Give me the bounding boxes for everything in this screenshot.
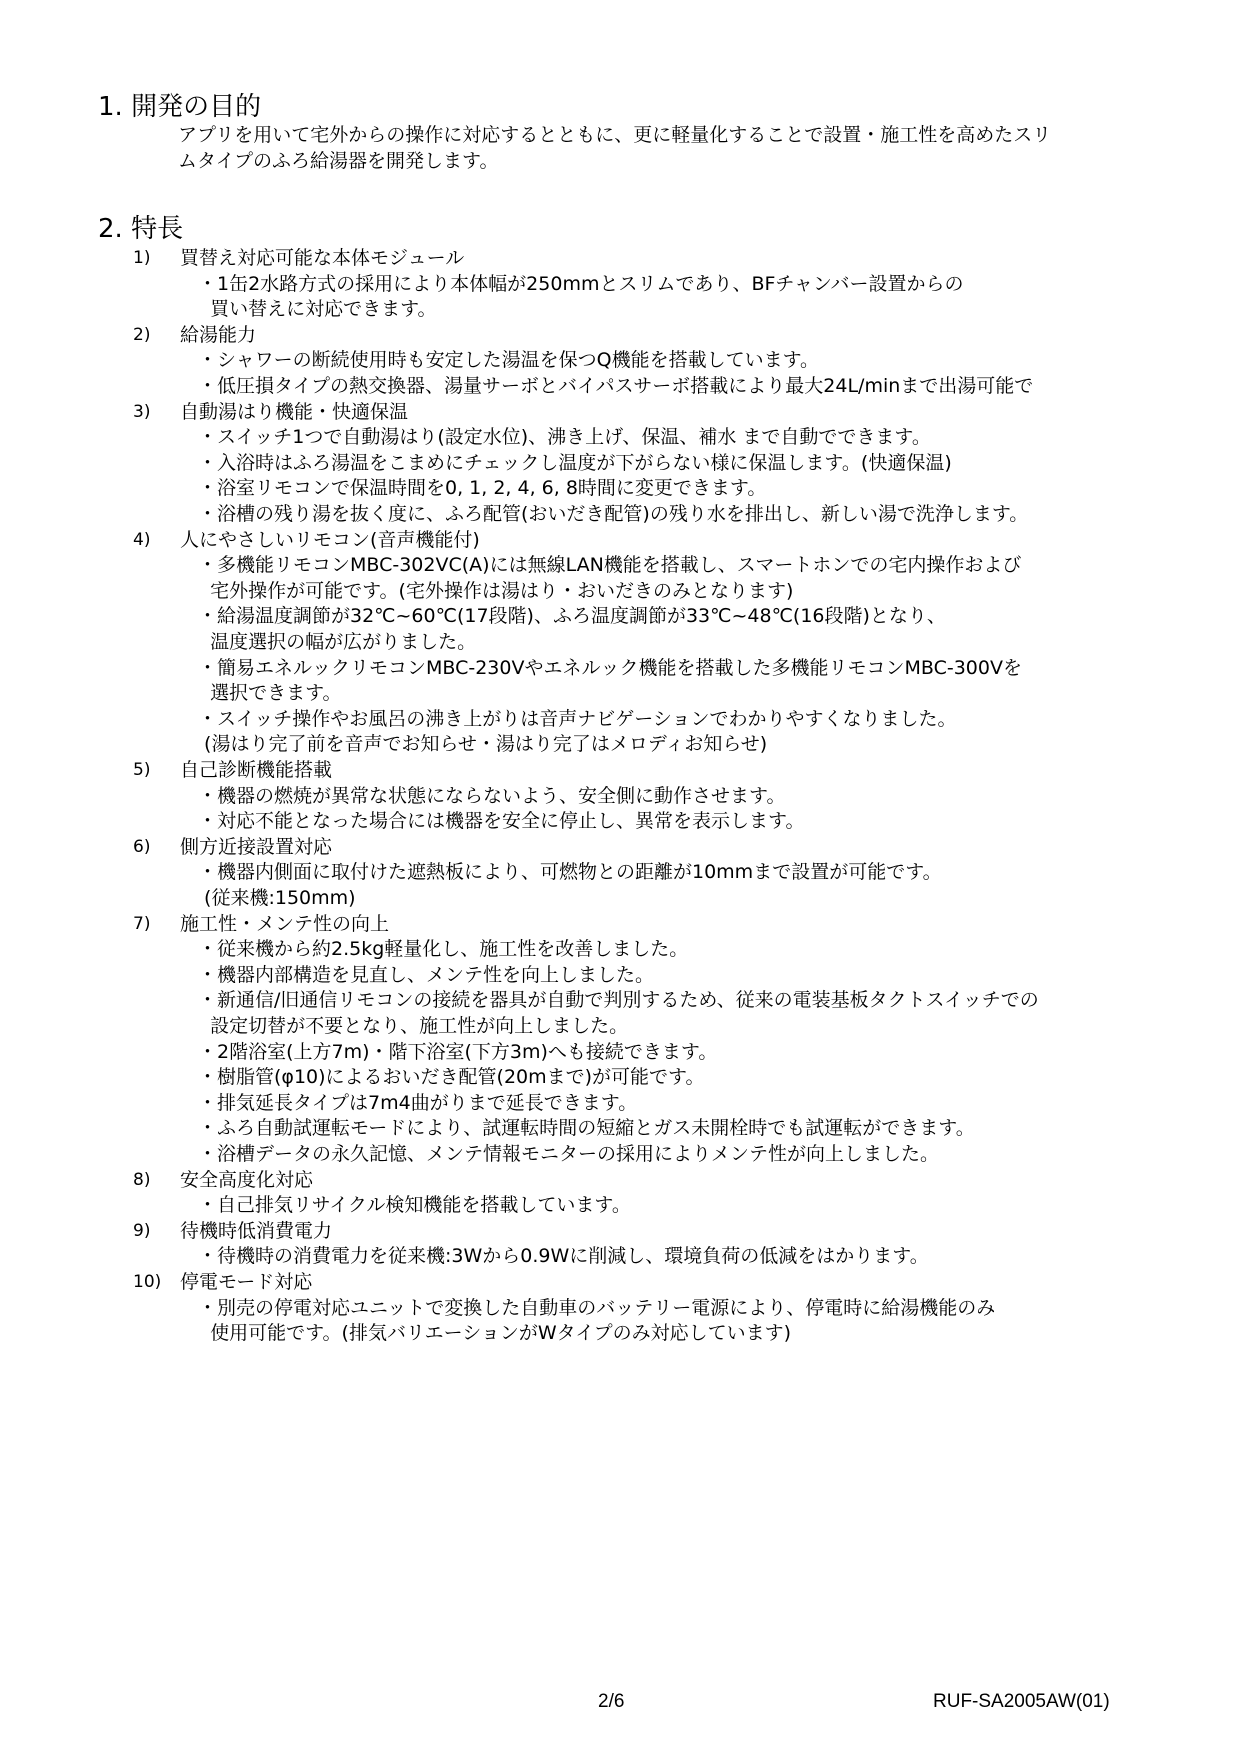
feature-detail-line: ・1缶2水路方式の採用により本体幅が250mmとスリムであり、BFチャンバー設置からの xyxy=(198,272,964,295)
feature-detail-line: 設定切替が不要となり、施工性が向上しました。 xyxy=(198,1015,629,1037)
feature-number: 5) xyxy=(133,760,151,780)
feature-number: 6) xyxy=(133,836,151,857)
feature-detail-line: ・入浴時はふろ湯温をこまめにチェックし温度が下がらない様に保温します。(快適保温) xyxy=(198,451,952,474)
feature-detail-line: ・機器内部構造を見直し、メンテ性を向上しました。 xyxy=(198,963,655,986)
feature-title: 自動湯はり機能・快適保温 xyxy=(180,400,409,423)
feature-title: 人にやさしいリモコン(音声機能付) xyxy=(180,528,480,551)
feature-detail-line: 使用可能です。(排気バリエーションがWタイプのみ対応しています) xyxy=(198,1322,792,1345)
feature-detail-line: 買い替えに対応できます。 xyxy=(198,298,437,321)
page-number: 2/6 xyxy=(598,1691,625,1712)
feature-title: 側方近接設置対応 xyxy=(180,835,333,858)
document-id: RUF-SA2005AW(01) xyxy=(933,1691,1110,1712)
feature-detail-line: ・ふろ自動試運転モードにより、試運転時間の短縮とガス未開栓時でも試運転ができます。 xyxy=(198,1117,975,1140)
feature-detail-line: (湯はり完了前を音声でお知らせ・湯はり完了はメロディお知らせ) xyxy=(198,733,768,756)
feature-detail-line: ・低圧損タイプの熱交換器、湯量サーボとバイパスサーボ搭載により最大24L/minまで出湯可能で xyxy=(198,375,1034,397)
feature-detail-line: (従来機:150mm) xyxy=(198,887,356,909)
feature-detail-line: ・自己排気リサイクル検知機能を搭載しています。 xyxy=(198,1194,631,1217)
section-heading-features: 2. 特長 xyxy=(98,214,184,244)
feature-detail-line: ・多機能リモコンMBC-302VC(A)には無線LAN機能を搭載し、スマートホンでの宅内操作および xyxy=(198,554,1022,577)
feature-number: 4) xyxy=(133,529,151,550)
feature-detail-line: 選択できます。 xyxy=(198,682,342,705)
feature-detail-line: ・スイッチ1つで自動湯はり(設定水位)、沸き上げ、保温、補水 まで自動でできます。 xyxy=(198,426,931,449)
feature-title: 給湯能力 xyxy=(180,323,257,346)
feature-number: 7) xyxy=(133,913,151,934)
feature-detail-line: ・別売の停電対応ユニットで変換した自動車のバッテリー電源により、停電時に給湯機能のみ xyxy=(198,1296,996,1319)
feature-detail-line: ・樹脂管(φ10)によるおいだき配管(20mまで)が可能です。 xyxy=(198,1066,705,1089)
feature-detail-line: ・従来機から約2.5kg軽量化し、施工性を改善しました。 xyxy=(198,938,689,961)
feature-detail-line: ・待機時の消費電力を従来機:3Wから0.9Wに削減し、環境負荷の低減をはかります。 xyxy=(198,1245,929,1268)
feature-detail-line: 宅外操作が可能です。(宅外操作は湯はり・おいだきのみとなります) xyxy=(198,579,794,602)
feature-detail-line: 温度選択の幅が広がりました。 xyxy=(198,631,477,653)
feature-detail-line: ・給湯温度調節が32℃~60℃(17段階)、ふろ温度調節が33℃~48℃(16段階)となり、 xyxy=(198,605,946,628)
feature-detail-line: ・対応不能となった場合には機器を安全に停止し、異常を表示します。 xyxy=(198,810,805,833)
feature-number: 1) xyxy=(133,248,151,268)
purpose-line: アプリを用いて宅外からの操作に対応するとともに、更に軽量化することで設置・施工性を高めたスリ xyxy=(178,124,1052,146)
feature-detail-line: ・機器の燃焼が異常な状態にならないよう、安全側に動作させます。 xyxy=(198,784,786,807)
feature-detail-line: ・浴槽の残り湯を抜く度に、ふろ配管(おいだき配管)の残り水を排出し、新しい湯で洗浄します。 xyxy=(198,503,1029,525)
feature-title: 買替え対応可能な本体モジュール xyxy=(180,247,465,269)
feature-number: 9) xyxy=(133,1220,151,1241)
feature-detail-line: ・シャワーの断続使用時も安定した湯温を保つQ機能を搭載しています。 xyxy=(198,349,820,372)
feature-detail-line: ・2階浴室(上方7m)・階下浴室(下方3m)へも接続できます。 xyxy=(198,1040,718,1063)
feature-detail-line: ・簡易エネルックリモコンMBC-230Vやエネルック機能を搭載した多機能リモコンMBC-300Vを xyxy=(198,656,1022,679)
feature-detail-line: ・排気延長タイプは7m4曲がりまで延長できます。 xyxy=(198,1091,638,1114)
feature-title: 待機時低消費電力 xyxy=(180,1219,333,1242)
feature-detail-line: ・新通信/旧通信リモコンの接続を器具が自動で判別するため、従来の電装基板タクトスイッチでの xyxy=(198,989,1039,1012)
feature-detail-line: ・浴槽データの永久記憶、メンテ情報モニターの採用によりメンテ性が向上しました。 xyxy=(198,1143,940,1165)
feature-title: 施工性・メンテ性の向上 xyxy=(180,912,390,935)
feature-number: 2) xyxy=(133,324,151,345)
feature-title: 安全高度化対応 xyxy=(180,1168,314,1191)
feature-number: 8) xyxy=(133,1169,151,1190)
feature-detail-line: ・スイッチ操作やお風呂の沸き上がりは音声ナビゲーションでわかりやすくなりました。 xyxy=(198,707,957,730)
feature-detail-line: ・浴室リモコンで保温時間を0, 1, 2, 4, 6, 8時間に変更できます。 xyxy=(198,477,767,500)
feature-number: 10) xyxy=(133,1272,162,1292)
feature-detail-line: ・機器内側面に取付けた遮熱板により、可燃物との距離が10mmまで設置が可能です。 xyxy=(198,861,942,884)
feature-title: 停電モード対応 xyxy=(180,1271,313,1293)
section-heading-purpose: 1. 開発の目的 xyxy=(98,92,262,122)
feature-title: 自己診断機能搭載 xyxy=(180,759,333,781)
purpose-line: ムタイプのふろ給湯器を開発します。 xyxy=(178,150,499,172)
feature-number: 3) xyxy=(133,401,151,422)
